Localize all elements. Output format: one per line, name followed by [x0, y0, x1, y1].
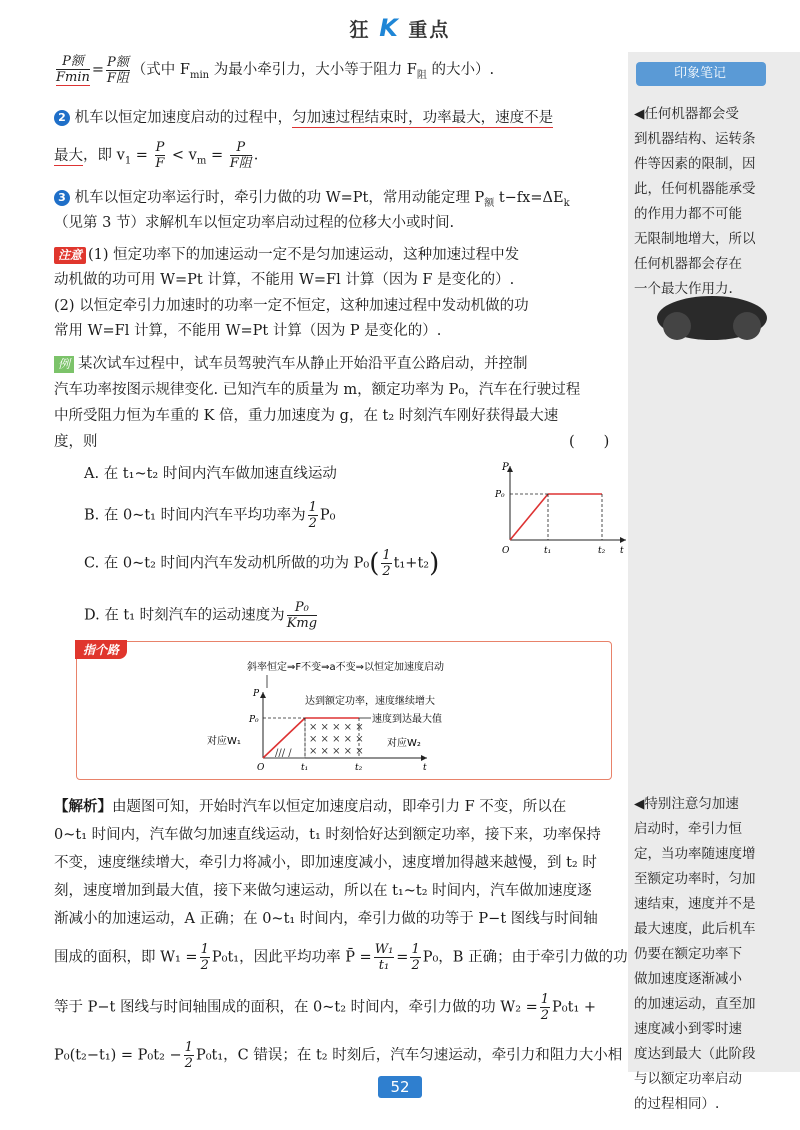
t-label: t [423, 763, 427, 773]
header-title [0, 14, 800, 42]
note-line: 件等因素的限制，因 [634, 156, 756, 172]
frac-num: 1 [184, 1040, 193, 1055]
text: . [253, 147, 259, 164]
text: D. 在 t₁ 时刻汽车的运动速度为 [84, 607, 285, 624]
page-header [0, 0, 800, 52]
note-tag: 注意 [54, 247, 86, 264]
guide-tag: 指个路 [75, 640, 127, 659]
analysis-line-3: 不变，速度继续增大，牵引力将减小，即加速度减小，速度增加得越来越慢，到 t₂ 时 [54, 855, 597, 871]
note-line: ◀任何机器都会受 [634, 106, 739, 122]
guide-w2-label: 对应W₂ [387, 738, 421, 749]
point-2-line-2: 最大，即 $v_1$ = $\frac{P}{F}$ < $v_m$ = $\frac{P}{\text{F阻}}$ . [54, 140, 259, 171]
w2-hatch: × × × × × [309, 734, 364, 745]
answer-blank: ( ) [569, 434, 610, 450]
note-line: 度达到最大（此阶段 [634, 1046, 756, 1062]
t1-label: t₁ [544, 546, 552, 554]
option-a: A. 在 t₁~t₂ 时间内汽车做加速直线运动 [84, 466, 337, 482]
point-3-line-1 [54, 187, 570, 215]
note-line: 最大速度，此后机车 [634, 921, 756, 937]
frac-num: P额 [107, 54, 129, 70]
point-2-line-1 [54, 107, 553, 129]
frac-den: 2 [308, 516, 317, 531]
frac-den: F阻 [106, 70, 129, 86]
t1-label: t₁ [301, 763, 309, 773]
fraction [410, 942, 420, 973]
guide-top-text: 斜率恒定⇒F不变⇒a不变⇒以恒定加速度启动 [247, 662, 445, 673]
frac-den: 2 [200, 958, 209, 973]
note-line: 与以额定功率启动 [634, 1071, 742, 1087]
p0-label: P₀ [249, 715, 259, 725]
fraction [381, 548, 391, 579]
note-line: 无限制地增大，所以 [634, 231, 756, 247]
text: P₀t₁，因此平均功率 P̄ = [211, 949, 372, 966]
p-axis-label: P [253, 689, 260, 699]
note-line-2: 动机做的功可用 W=Pt 计算，不能用 W=Fl 计算（因为 F 是变化的）. [54, 272, 515, 288]
number-badge: 2 [54, 110, 70, 126]
text: < v [167, 147, 197, 164]
guide-max-label: 速度到达最大值 [372, 714, 442, 725]
y-label: P [502, 462, 509, 473]
text: 阻 [416, 69, 427, 81]
text: 由题图可知，开始时汽车以恒定加速度启动，即牵引力 F 不变，所以在 [112, 799, 567, 815]
guide-reach-label: 达到额定功率，速度继续增大 [305, 696, 435, 707]
analysis-line-2: 0~t₁ 时间内，汽车做匀加速直线运动，t₁ 时刻恰好达到额定功率，接下来，功率保持 [54, 827, 601, 843]
frac-num: 1 [308, 500, 317, 515]
text: 等于 P−t 图线与时间轴围成的面积，在 0~t₂ 时间内，牵引力做的功 W₂ = [54, 999, 538, 1016]
note-line: 速度减小到零时速 [634, 1021, 742, 1037]
example-tag: 例 [54, 356, 74, 373]
origin-label: O [257, 763, 265, 773]
frac-den: F [155, 156, 165, 171]
note-line: 此，任何机器能承受 [634, 181, 756, 197]
fraction [308, 500, 318, 531]
page-number: 52 [378, 1076, 422, 1098]
t-axis-arrow [620, 537, 626, 543]
note-line: 任何机器都会存在 [634, 256, 742, 272]
text: m [196, 155, 207, 167]
side-note-2 [634, 792, 794, 1117]
option-d [84, 600, 319, 631]
frac-num: P₀ [287, 600, 317, 616]
option-c: C. 在 0~t₂ 时间内汽车发动机所做的功为 P₀( $\frac{1}{2}$ t₁+t₂) [84, 548, 440, 579]
number-badge: 3 [54, 190, 70, 206]
header-title-right: 重点 [408, 19, 451, 41]
motorcycle-icon [642, 288, 782, 348]
note-line: 做加速度逐渐减小 [634, 971, 742, 987]
text: 1 [124, 155, 132, 167]
text: 某次试车过程中，试车员驾驶汽车从静止开始沿平直公路启动，并控制 [78, 356, 528, 372]
frac-num: P额 [56, 54, 90, 70]
text: P₀t₁，C 错误；在 t₂ 时刻后，汽车匀速运动，牵引力和阻力大小相 [195, 1047, 623, 1064]
frac-den: 2 [184, 1056, 193, 1071]
text: ，即 v [83, 147, 125, 164]
w1-hatch: /// / [275, 748, 292, 759]
fraction [230, 140, 252, 171]
analysis-line-6 [54, 942, 628, 973]
text: P₀t₁ + [552, 999, 597, 1016]
t-label: t [620, 546, 624, 554]
example-line-2: 汽车功率按图示规律变化. 已知汽车的质量为 m，额定功率为 P₀，汽车在行驶过程 [54, 382, 581, 398]
underlined-text: 最大 [54, 147, 83, 164]
formula-line: $\frac{\text{P额}}{Fmin}$ = $\frac{\text{P额}}{\text{F阻}}$ （式中 $F_{min}$ 为最小牵引力，大小等于阻力 $F_阻$ 的大小）. [56, 54, 495, 86]
text: t₁+t₂ [393, 555, 430, 572]
text: 为最小牵引力，大小等于阻力 F [209, 62, 417, 78]
text: P₀ [319, 507, 336, 524]
text: 机车以恒定功率运行时，牵引力做的功 W=Pt，常用动能定理 P [70, 190, 485, 206]
fraction [184, 1040, 194, 1071]
note-line: 一个最大作用力. [634, 281, 733, 297]
text: 的大小）. [426, 62, 495, 78]
p0-label: P₀ [495, 490, 505, 500]
point-3-line-2: （见第 3 节）求解机车以恒定功率启动过程的位移大小或时间. [54, 215, 455, 231]
analysis-line-5: 渐减小的加速运动，A 正确；在 0~t₁ 时间内，牵引力做的功等于 P−t 图线与时间轴 [54, 911, 598, 927]
fraction-p-fzu [106, 55, 130, 86]
text: = [131, 147, 153, 164]
t2-label: t₂ [598, 546, 606, 554]
fraction [540, 992, 550, 1023]
text: C. 在 0~t₂ 时间内汽车发动机所做的功为 P₀ [84, 555, 370, 572]
note-line: 速结束，速度并不是 [634, 896, 756, 912]
p-t-graph [494, 462, 634, 554]
text: B. 在 0~t₁ 时间内汽车平均功率为 [84, 507, 306, 524]
analysis-tag: 【解析】 [54, 799, 112, 815]
text: P₀，B 正确；由于牵引力做的功 [422, 949, 628, 966]
guide-diagram [187, 660, 487, 775]
main-content [54, 52, 628, 1072]
guide-box [76, 641, 612, 780]
frac-num: 1 [382, 548, 391, 563]
frac-num: 1 [411, 942, 420, 957]
text: k [563, 197, 570, 209]
fraction [287, 600, 317, 631]
side-note-1 [634, 102, 794, 302]
text: 额 [484, 197, 495, 209]
sidebar-notes [628, 52, 800, 1112]
fraction [374, 942, 395, 973]
frac-den: Kmg [286, 616, 318, 631]
note-line: 至额定功率时，匀加 [634, 871, 756, 887]
analysis-line-1 [54, 796, 566, 818]
analysis-line-7 [54, 992, 596, 1023]
text: min [189, 69, 210, 81]
t-axis-arrow [421, 755, 427, 761]
text: = [396, 949, 409, 966]
frac-den: F阻 [229, 156, 252, 171]
analysis-line-8 [54, 1040, 622, 1071]
text: (1) 恒定功率下的加速运动一定不是匀加速运动，这种加速过程中发 [88, 247, 520, 263]
note-line: 定，当功率随速度增 [634, 846, 756, 862]
frac-den: t₁ [378, 958, 390, 973]
note-line: 仍要在额定功率下 [634, 946, 742, 962]
example-line-1 [54, 353, 528, 375]
frac-num: 1 [200, 942, 209, 957]
frac-den: 2 [382, 564, 391, 579]
note-line: 到机器结构、运转条 [634, 131, 756, 147]
frac-num: 1 [540, 992, 550, 1007]
p-axis-arrow [260, 692, 266, 698]
note-line-3: (2) 以恒定牵引力加速时的功率一定不恒定，这种加速过程中发动机做的功 [54, 298, 529, 314]
header-title-left: 狂 [349, 19, 371, 41]
option-b [84, 500, 335, 531]
example-line-3: 中所受阻力恒为车重的 K 倍，重力加速度为 g，在 t₂ 时刻汽车刚好获得最大速 [54, 408, 559, 424]
text: 机车以恒定加速度启动的过程中， [70, 110, 293, 126]
underlined-text: 匀加速过程结束时，功率最大，速度不是 [292, 110, 554, 126]
frac-num: P [155, 140, 165, 155]
frac-den: 2 [411, 958, 420, 973]
ramp-line [510, 494, 548, 540]
fraction-p-fmin [56, 54, 90, 86]
header-k-logo: K [379, 14, 400, 42]
note-line: 的作用力都不可能 [634, 206, 742, 222]
guide-w1-label: 对应W₁ [207, 736, 241, 747]
note-line-4: 常用 W=Fl 计算，不能用 W=Pt 计算（因为 P 是变化的）. [54, 323, 442, 339]
text: t−fx=ΔE [494, 190, 564, 206]
text: （式中 F [131, 62, 190, 78]
origin-label: O [502, 546, 510, 554]
frac-den: Fmin [56, 70, 90, 85]
text: P₀(t₂−t₁) = P₀t₂ − [54, 1047, 182, 1064]
text: 围成的面积，即 W₁ = [54, 949, 198, 966]
note-line: 的加速运动，直至加 [634, 996, 756, 1012]
w2-hatch: × × × × × [309, 722, 364, 733]
note-line: 启动时，牵引力恒 [634, 821, 742, 837]
frac-num: W₁ [374, 942, 394, 957]
example-line-4: 度，则 [54, 434, 98, 450]
note-line: 的过程相同）. [634, 1096, 720, 1112]
frac-den: 2 [540, 1008, 550, 1023]
fraction [155, 140, 166, 171]
frac-num: P [230, 140, 252, 156]
t2-label: t₂ [355, 763, 363, 773]
fraction [200, 942, 210, 973]
sidebar-tag: 印象笔记 [636, 62, 766, 86]
note-line: ◀特别注意匀加速 [634, 796, 739, 812]
w2-hatch: × × × × × [309, 746, 364, 757]
note-line-1 [54, 244, 519, 266]
analysis-line-4: 刻，速度增加到最大值，接下来做匀速运动，所以在 t₁~t₂ 时间内，汽车做加速度逐 [54, 883, 592, 899]
